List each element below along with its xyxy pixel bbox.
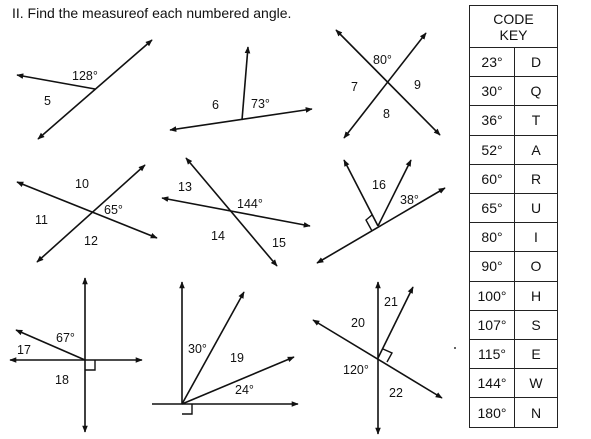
f3-angle-9: 9 bbox=[414, 78, 421, 92]
code-key-angle: 107° bbox=[470, 311, 515, 339]
f2-angle-73: 73° bbox=[251, 97, 270, 111]
code-key-letter: A bbox=[531, 141, 541, 158]
code-key-row bbox=[470, 252, 557, 281]
code-key-angle: 65° bbox=[470, 194, 515, 222]
code-key-angle: 100° bbox=[470, 282, 515, 310]
fig5-line-b bbox=[186, 158, 277, 266]
code-key-letter: W bbox=[529, 375, 543, 392]
f4-angle-11: 11 bbox=[35, 213, 48, 227]
code-key-title-line2: KEY bbox=[499, 27, 528, 43]
f7-angle-18: 18 bbox=[55, 373, 69, 387]
f8-angle-30: 30° bbox=[188, 342, 207, 356]
f4-angle-65: 65° bbox=[104, 203, 123, 217]
code-key-letter: S bbox=[531, 316, 541, 333]
code-key-title-line1: CODE bbox=[493, 11, 534, 27]
code-key-angle: 80° bbox=[470, 223, 515, 251]
f6-angle-38: 38° bbox=[400, 193, 419, 207]
code-key-letter: N bbox=[530, 404, 542, 421]
f1-angle-5: 5 bbox=[44, 94, 51, 108]
f2-angle-6: 6 bbox=[212, 98, 219, 112]
code-key-row bbox=[470, 106, 557, 135]
fig6-line bbox=[317, 188, 445, 263]
code-key-row bbox=[470, 223, 557, 252]
f6-angle-16: 16 bbox=[372, 178, 386, 192]
fig6-right-angle-mark bbox=[366, 215, 372, 231]
fig6-ray-a bbox=[344, 160, 378, 226]
fig7-right-angle-mark bbox=[85, 360, 95, 370]
fig8-right-angle-mark bbox=[182, 404, 192, 414]
f9-angle-21: 21 bbox=[384, 295, 398, 309]
f5-angle-15: 15 bbox=[272, 236, 286, 250]
code-key-row bbox=[470, 77, 557, 106]
code-key-letter: E bbox=[531, 345, 541, 362]
code-key-row bbox=[470, 340, 557, 369]
f8-angle-19: 19 bbox=[230, 351, 244, 365]
code-key-row bbox=[470, 282, 557, 311]
fig9-right-angle-mark bbox=[383, 349, 392, 362]
code-key-angle: 23° bbox=[470, 48, 515, 76]
f4-angle-10: 10 bbox=[75, 177, 89, 191]
code-key-angle: 60° bbox=[470, 165, 515, 193]
code-key-row bbox=[470, 311, 557, 340]
f9-angle-120: 120° bbox=[343, 363, 369, 377]
code-key-angle: 144° bbox=[470, 369, 515, 397]
code-key-row bbox=[470, 194, 557, 223]
code-key-row bbox=[470, 165, 557, 194]
code-key-angle: 180° bbox=[470, 398, 515, 427]
code-key-letter: T bbox=[531, 112, 541, 129]
code-key-angle: 115° bbox=[470, 340, 515, 368]
code-key-letter: I bbox=[534, 229, 538, 246]
f5-angle-14: 14 bbox=[211, 229, 225, 243]
code-key-letter: D bbox=[530, 54, 542, 71]
f8-angle-24: 24° bbox=[235, 383, 254, 397]
code-key-letter: U bbox=[530, 200, 542, 217]
code-key-letter: O bbox=[530, 258, 542, 275]
f3-angle-80: 80° bbox=[373, 53, 392, 67]
fig1-line bbox=[38, 40, 152, 139]
instruction-text: II. Find the measureof each numbered angle. bbox=[12, 5, 292, 21]
code-key-title bbox=[470, 6, 557, 48]
code-key-letter: R bbox=[530, 170, 542, 187]
fig2-line bbox=[170, 109, 312, 130]
fig5-line-a bbox=[162, 198, 310, 226]
code-key-row bbox=[470, 48, 557, 77]
f4-angle-12: 12 bbox=[84, 234, 98, 248]
f9-angle-20: 20 bbox=[351, 316, 365, 330]
code-key-table bbox=[469, 5, 558, 428]
code-key-row bbox=[470, 369, 557, 398]
code-key-row bbox=[470, 136, 557, 165]
f7-angle-17: 17 bbox=[17, 343, 31, 357]
f3-angle-8: 8 bbox=[383, 107, 390, 121]
code-key-row bbox=[470, 398, 557, 427]
code-key-angle: 52° bbox=[470, 136, 515, 164]
code-key-letter: Q bbox=[530, 83, 542, 100]
f7-angle-67: 67° bbox=[56, 331, 75, 345]
f3-angle-7: 7 bbox=[351, 80, 358, 94]
code-key-angle: 30° bbox=[470, 77, 515, 105]
f5-angle-13: 13 bbox=[178, 180, 192, 194]
code-key-angle: 90° bbox=[470, 252, 515, 280]
code-key-letter: H bbox=[530, 287, 542, 304]
stray-dot bbox=[454, 347, 456, 349]
code-key-angle: 36° bbox=[470, 106, 515, 134]
fig2-ray bbox=[242, 47, 248, 120]
f5-angle-144: 144° bbox=[237, 197, 263, 211]
f9-angle-22: 22 bbox=[389, 386, 403, 400]
f1-angle-128: 128° bbox=[72, 69, 98, 83]
